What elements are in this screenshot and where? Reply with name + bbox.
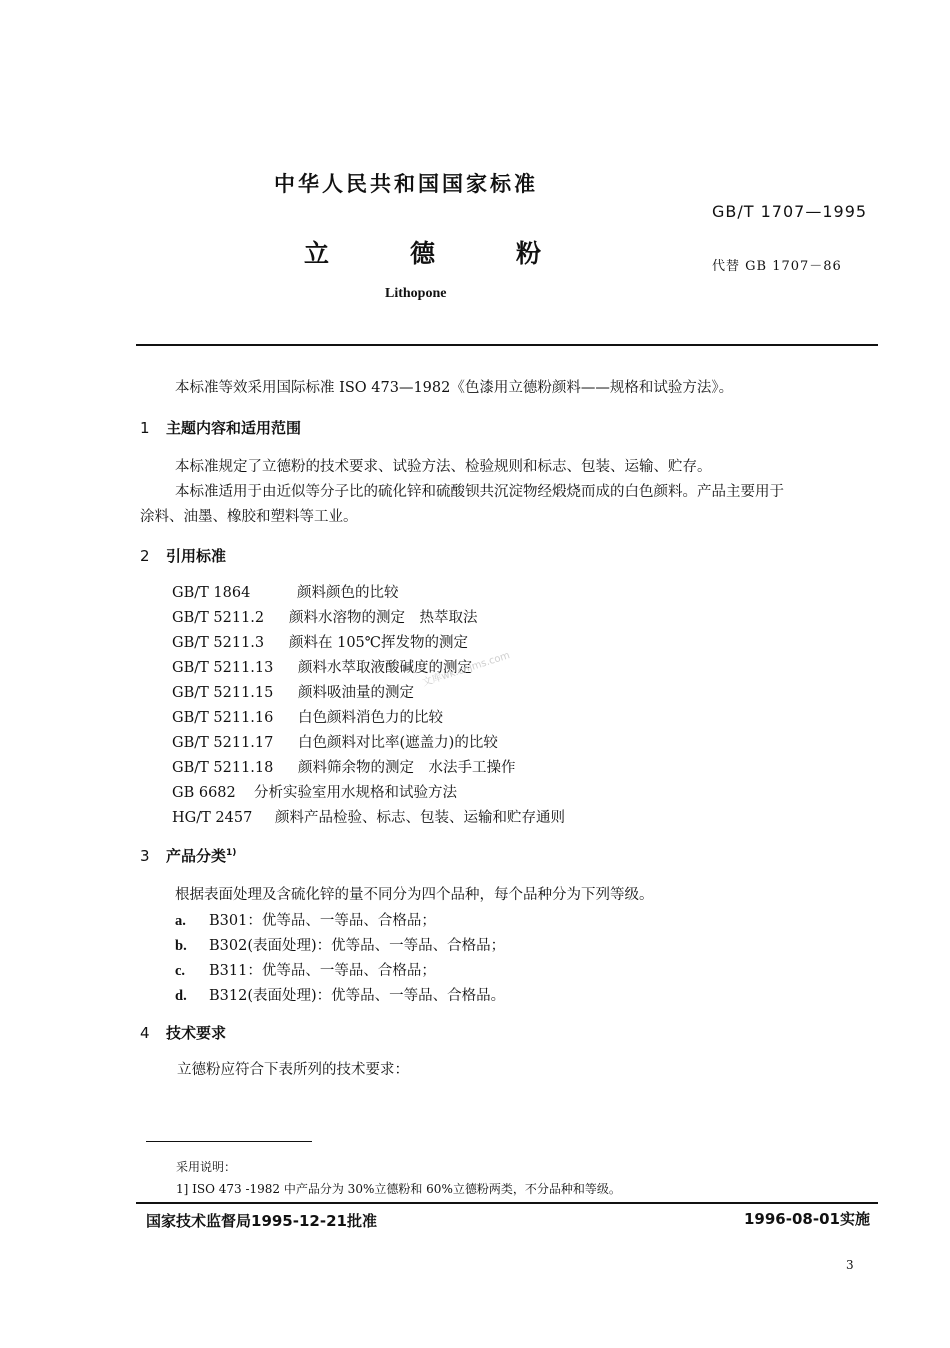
- section-1-para-3: 涂料、油墨、橡胶和塑料等工业。: [140, 509, 358, 525]
- page-number: 3: [846, 1258, 854, 1272]
- section-4-title: 技术要求: [166, 1024, 227, 1042]
- reference-item: [172, 706, 443, 727]
- reference-code: GB/T 5211.18: [172, 760, 274, 776]
- reference-code: HG/T 2457: [172, 810, 253, 826]
- reference-item: [172, 756, 516, 777]
- reference-item: [172, 806, 565, 827]
- standard-number: GB/T 1707—1995: [712, 202, 868, 221]
- section-2-title: 引用标准: [166, 547, 227, 565]
- section-1-heading: [140, 417, 301, 438]
- header-divider: [136, 344, 878, 346]
- reference-item: [172, 731, 498, 752]
- section-3-heading: [140, 845, 236, 866]
- item-marker: c.: [175, 963, 186, 979]
- reference-code: GB/T 5211.17: [172, 735, 274, 751]
- reference-item: [172, 781, 457, 802]
- reference-title: 颜料在 105℃挥发物的测定: [289, 635, 469, 651]
- footer-divider: [136, 1202, 878, 1204]
- item-text: B301：优等品、一等品、合格品；: [209, 913, 436, 929]
- reference-code: GB 6682: [172, 785, 236, 801]
- reference-code: GB/T 5211.16: [172, 710, 274, 726]
- section-1-para-1: 本标准规定了立德粉的技术要求、试验方法、检验规则和标志、包装、运输、贮存。: [175, 459, 712, 475]
- reference-code: GB/T 1864: [172, 585, 251, 601]
- item-marker: a.: [175, 913, 186, 929]
- reference-item: [172, 581, 399, 602]
- reference-title: 颜料水溶物的测定 热萃取法: [289, 610, 478, 626]
- reference-code: GB/T 5211.15: [172, 685, 274, 701]
- classification-item: [175, 959, 436, 980]
- section-1-title: 主题内容和适用范围: [166, 419, 302, 437]
- classification-item: [175, 909, 436, 930]
- section-3-para: 根据表面处理及含硫化锌的量不同分为四个品种，每个品种分为下列等级。: [175, 887, 654, 903]
- section-2-number: 2: [140, 547, 150, 565]
- english-title: Lithopone: [385, 286, 447, 301]
- section-4-number: 4: [140, 1024, 150, 1042]
- reference-title: 白色颜料消色力的比较: [298, 710, 443, 726]
- watermark: 文库wk.cnjms.com: [421, 650, 512, 689]
- section-3-title: 产品分类: [166, 847, 227, 865]
- reference-title: 颜料水萃取液酸碱度的测定: [298, 660, 472, 676]
- item-marker: b.: [175, 938, 187, 954]
- reference-code: GB/T 5211.13: [172, 660, 274, 676]
- reference-item: [172, 681, 414, 702]
- classification-item: [175, 984, 505, 1005]
- reference-title: 分析实验室用水规格和试验方法: [254, 785, 457, 801]
- approval-date: 国家技术监督局1995-12-21批准: [146, 1212, 377, 1230]
- section-3-number: 3: [140, 847, 150, 865]
- footnote-heading: 采用说明：: [176, 1160, 237, 1174]
- reference-item: [172, 631, 468, 652]
- reference-title: 颜料筛余物的测定 水法手工操作: [298, 760, 516, 776]
- reference-item: [172, 606, 478, 627]
- section-1-number: 1: [140, 419, 150, 437]
- section-1-para-2: 本标准适用于由近似等分子比的硫化锌和硫酸钡共沉淀物经煅烧而成的白色颜料。产品主要用于: [175, 484, 784, 500]
- replaces-standard: 代替 GB 1707－86: [712, 259, 842, 274]
- reference-code: GB/T 5211.3: [172, 635, 265, 651]
- title-char-1: 立: [304, 239, 330, 268]
- implementation-date: 1996-08-01实施: [744, 1210, 870, 1228]
- intro-paragraph: 本标准等效采用国际标准 ISO 473—1982《色漆用立德粉颜料——规格和试验方法》。: [175, 380, 734, 396]
- item-text: B302(表面处理)：优等品、一等品、合格品；: [209, 938, 506, 954]
- footnote-text: 1] ISO 473 -1982 中产品分为 30%立德粉和 60%立德粉两类，不分品种和等级。: [176, 1182, 621, 1196]
- document-title: [304, 234, 541, 270]
- title-char-3: 粉: [516, 239, 542, 268]
- classification-item: [175, 934, 505, 955]
- reference-title: 颜料吸油量的测定: [298, 685, 414, 701]
- section-4-para: 立德粉应符合下表所列的技术要求：: [177, 1062, 409, 1078]
- reference-title: 颜料颜色的比较: [297, 585, 399, 601]
- item-text: B311：优等品、一等品、合格品；: [209, 963, 436, 979]
- standard-header-title: 中华人民共和国国家标准: [274, 172, 538, 196]
- reference-code: GB/T 5211.2: [172, 610, 265, 626]
- footnote-marker: 1): [226, 848, 237, 858]
- reference-title: 颜料产品检验、标志、包装、运输和贮存通则: [275, 810, 565, 826]
- section-2-heading: [140, 545, 226, 566]
- title-char-2: 德: [410, 239, 436, 268]
- item-text: B312(表面处理)：优等品、一等品、合格品。: [209, 988, 506, 1004]
- section-4-heading: [140, 1022, 226, 1043]
- footnote-divider: [146, 1141, 312, 1142]
- reference-title: 白色颜料对比率(遮盖力)的比较: [298, 735, 498, 751]
- item-marker: d.: [175, 988, 187, 1004]
